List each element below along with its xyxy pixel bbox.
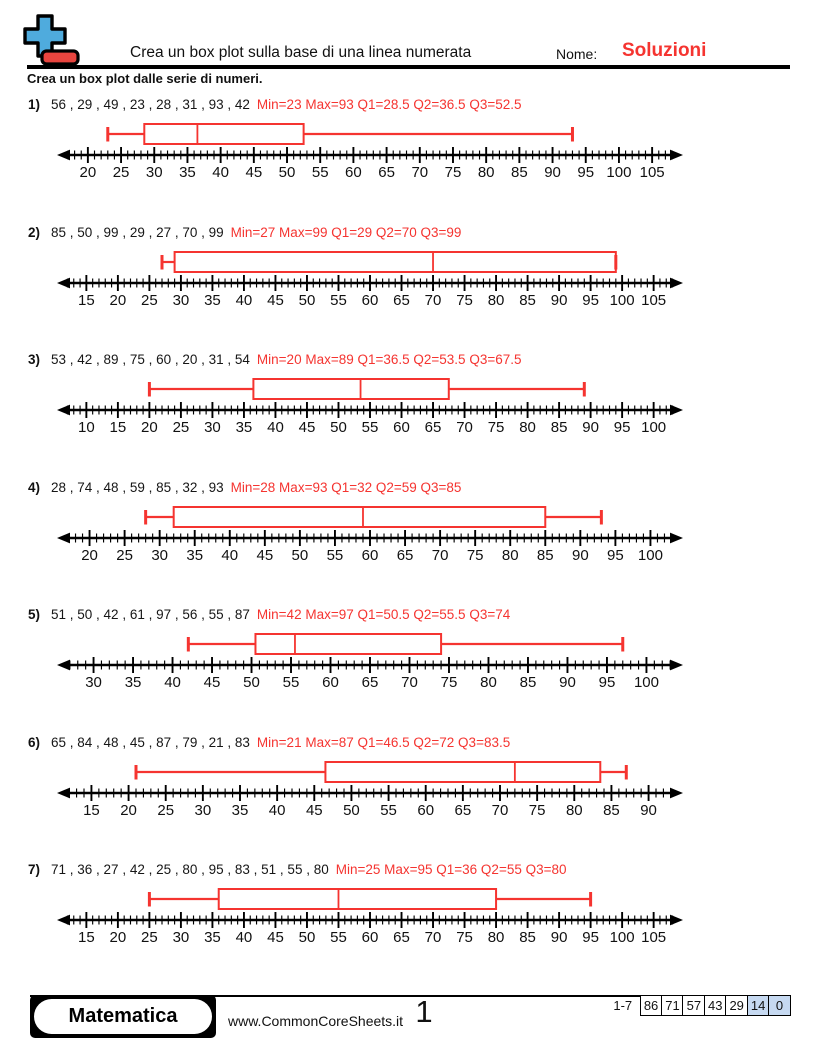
svg-text:35: 35 bbox=[235, 419, 253, 436]
svg-text:35: 35 bbox=[204, 929, 221, 946]
svg-text:95: 95 bbox=[613, 419, 631, 436]
right-arrow-icon bbox=[670, 405, 683, 416]
left-arrow-icon bbox=[57, 277, 70, 288]
svg-text:100: 100 bbox=[641, 419, 667, 436]
svg-text:50: 50 bbox=[330, 419, 347, 436]
commoncoresheets-logo-icon bbox=[22, 13, 82, 67]
right-arrow-icon bbox=[670, 660, 683, 671]
right-arrow-icon bbox=[670, 915, 683, 926]
svg-text:60: 60 bbox=[361, 546, 379, 564]
svg-text:30: 30 bbox=[204, 419, 221, 436]
number-series: 28 , 74 , 48 , 59 , 85 , 32 , 93 bbox=[51, 479, 224, 495]
axis-labels bbox=[78, 419, 666, 436]
number-line bbox=[57, 147, 683, 163]
svg-text:45: 45 bbox=[305, 801, 323, 819]
boxplot-numberline bbox=[30, 625, 730, 695]
box-plot bbox=[162, 252, 616, 272]
svg-text:25: 25 bbox=[112, 164, 130, 181]
svg-text:35: 35 bbox=[231, 801, 249, 819]
problem-row-2 bbox=[0, 224, 816, 351]
svg-text:80: 80 bbox=[480, 674, 497, 691]
svg-text:75: 75 bbox=[528, 801, 546, 819]
svg-text:55: 55 bbox=[330, 291, 347, 309]
svg-text:10: 10 bbox=[78, 419, 95, 436]
svg-text:40: 40 bbox=[268, 801, 286, 819]
instruction-text: Crea un box plot dalle serie di numeri. bbox=[27, 71, 263, 86]
problem-row-4 bbox=[0, 479, 816, 606]
problem-row-7 bbox=[0, 861, 816, 988]
svg-text:20: 20 bbox=[81, 546, 98, 564]
svg-text:60: 60 bbox=[393, 419, 410, 436]
score-cell: 43 bbox=[704, 995, 727, 1016]
svg-text:15: 15 bbox=[109, 419, 127, 436]
problem-row-3 bbox=[0, 351, 816, 478]
boxplot-numberline bbox=[30, 115, 730, 185]
problem-text bbox=[28, 479, 461, 496]
number-series: 56 , 29 , 49 , 23 , 28 , 31 , 93 , 42 bbox=[51, 97, 250, 112]
svg-text:35: 35 bbox=[179, 164, 196, 181]
svg-text:90: 90 bbox=[544, 164, 561, 181]
number-series: 51 , 50 , 42 , 61 , 97 , 56 , 55 , 87 bbox=[51, 607, 250, 622]
svg-text:85: 85 bbox=[519, 674, 537, 691]
svg-text:65: 65 bbox=[393, 291, 410, 309]
iqr-box bbox=[144, 124, 303, 144]
svg-text:75: 75 bbox=[466, 546, 484, 564]
box-plot bbox=[149, 889, 590, 909]
svg-text:90: 90 bbox=[550, 929, 568, 946]
iqr-box bbox=[253, 379, 448, 399]
svg-text:100: 100 bbox=[633, 674, 659, 691]
svg-text:40: 40 bbox=[221, 546, 239, 564]
problem-number: 3) bbox=[28, 352, 41, 367]
svg-text:85: 85 bbox=[536, 546, 554, 564]
number-line bbox=[57, 530, 683, 546]
svg-text:85: 85 bbox=[519, 291, 536, 309]
svg-text:70: 70 bbox=[401, 674, 418, 691]
svg-text:60: 60 bbox=[361, 291, 379, 309]
boxplot-numberline bbox=[30, 753, 730, 823]
svg-text:65: 65 bbox=[393, 929, 410, 946]
svg-text:75: 75 bbox=[487, 419, 505, 436]
solution-stats: Min=42 Max=97 Q1=50.5 Q2=55.5 Q3=74 bbox=[256, 607, 511, 622]
iqr-box bbox=[174, 507, 546, 527]
svg-text:85: 85 bbox=[550, 419, 568, 436]
svg-text:25: 25 bbox=[157, 801, 175, 819]
boxplot-numberline bbox=[30, 880, 730, 950]
svg-text:25: 25 bbox=[172, 419, 190, 436]
axis-labels bbox=[78, 292, 666, 309]
score-cell: 29 bbox=[725, 995, 748, 1016]
svg-text:100: 100 bbox=[609, 291, 635, 309]
problem-number: 2) bbox=[28, 224, 41, 240]
svg-text:50: 50 bbox=[298, 291, 316, 309]
problem-number: 4) bbox=[28, 479, 41, 495]
header-divider bbox=[27, 65, 790, 69]
score-table bbox=[613, 995, 791, 1016]
score-cell: 71 bbox=[661, 995, 684, 1016]
svg-text:80: 80 bbox=[487, 291, 505, 309]
score-cell: 57 bbox=[682, 995, 705, 1016]
svg-text:75: 75 bbox=[456, 929, 473, 946]
svg-text:45: 45 bbox=[256, 546, 274, 564]
svg-text:60: 60 bbox=[322, 674, 339, 691]
problem-text bbox=[28, 606, 510, 623]
svg-text:15: 15 bbox=[78, 291, 95, 309]
solution-stats: Min=25 Max=95 Q1=36 Q2=55 Q3=80 bbox=[335, 862, 567, 877]
svg-text:70: 70 bbox=[424, 929, 442, 946]
svg-text:80: 80 bbox=[519, 419, 536, 436]
svg-text:80: 80 bbox=[477, 164, 495, 181]
svg-text:90: 90 bbox=[571, 546, 589, 564]
axis-labels bbox=[81, 547, 663, 564]
number-line bbox=[57, 402, 683, 418]
number-line bbox=[57, 912, 683, 928]
problem-row-1 bbox=[0, 96, 816, 223]
svg-text:50: 50 bbox=[291, 546, 309, 564]
svg-text:85: 85 bbox=[603, 801, 620, 819]
brand-name: Matematica bbox=[34, 999, 212, 1034]
box-plot bbox=[188, 634, 622, 654]
score-range-label: 1-7 bbox=[613, 998, 633, 1013]
svg-text:70: 70 bbox=[411, 164, 429, 181]
svg-text:40: 40 bbox=[212, 164, 229, 181]
svg-text:100: 100 bbox=[609, 929, 635, 946]
problem-text bbox=[28, 351, 521, 368]
boxplot-numberline bbox=[30, 243, 730, 313]
box-plot bbox=[108, 124, 573, 144]
svg-text:65: 65 bbox=[396, 546, 414, 564]
number-series: 71 , 36 , 27 , 42 , 25 , 80 , 95 , 83 , 51 , 55 , 80 bbox=[51, 862, 329, 877]
problem-text bbox=[28, 224, 461, 241]
solution-stats: Min=28 Max=93 Q1=32 Q2=59 Q3=85 bbox=[230, 479, 462, 495]
svg-text:60: 60 bbox=[417, 801, 435, 819]
svg-text:30: 30 bbox=[194, 801, 212, 819]
axis-labels bbox=[78, 929, 666, 946]
problem-row-6 bbox=[0, 734, 816, 861]
right-arrow-icon bbox=[670, 277, 683, 288]
box-plot bbox=[149, 379, 584, 399]
score-cell: 86 bbox=[640, 995, 663, 1016]
svg-text:40: 40 bbox=[235, 291, 253, 309]
svg-text:55: 55 bbox=[282, 674, 300, 691]
svg-text:20: 20 bbox=[141, 419, 158, 436]
problem-number: 6) bbox=[28, 734, 41, 750]
number-line bbox=[57, 785, 683, 801]
problem-number: 5) bbox=[28, 607, 41, 622]
svg-text:45: 45 bbox=[245, 164, 263, 181]
svg-text:90: 90 bbox=[550, 291, 568, 309]
svg-text:50: 50 bbox=[298, 929, 316, 946]
axis-labels bbox=[80, 164, 665, 181]
iqr-box bbox=[175, 252, 616, 272]
problem-number: 1) bbox=[28, 97, 41, 112]
svg-text:45: 45 bbox=[203, 674, 221, 691]
svg-text:30: 30 bbox=[172, 929, 190, 946]
boxplot-numberline bbox=[30, 498, 730, 568]
svg-text:30: 30 bbox=[145, 164, 163, 181]
svg-text:105: 105 bbox=[641, 291, 667, 309]
svg-text:60: 60 bbox=[361, 929, 379, 946]
name-label: Nome: bbox=[556, 46, 598, 62]
problem-text bbox=[28, 861, 567, 878]
svg-text:15: 15 bbox=[83, 801, 100, 819]
svg-text:30: 30 bbox=[172, 291, 190, 309]
svg-text:50: 50 bbox=[343, 801, 360, 819]
solution-stats: Min=27 Max=99 Q1=29 Q2=70 Q3=99 bbox=[230, 224, 462, 240]
problem-text bbox=[28, 96, 521, 113]
number-line bbox=[57, 275, 683, 291]
svg-text:35: 35 bbox=[124, 674, 142, 691]
svg-text:20: 20 bbox=[109, 929, 127, 946]
number-series: 53 , 42 , 89 , 75 , 60 , 20 , 31 , 54 bbox=[51, 352, 250, 367]
svg-text:65: 65 bbox=[454, 801, 472, 819]
svg-text:70: 70 bbox=[491, 801, 509, 819]
left-arrow-icon bbox=[57, 405, 70, 416]
solution-stats: Min=23 Max=93 Q1=28.5 Q2=36.5 Q3=52.5 bbox=[256, 97, 522, 112]
svg-text:65: 65 bbox=[424, 419, 442, 436]
svg-text:95: 95 bbox=[577, 164, 595, 181]
svg-text:55: 55 bbox=[330, 929, 347, 946]
svg-text:45: 45 bbox=[298, 419, 316, 436]
svg-text:60: 60 bbox=[345, 164, 362, 181]
axis-labels bbox=[85, 674, 659, 691]
svg-text:45: 45 bbox=[267, 929, 284, 946]
solution-stats: Min=21 Max=87 Q1=46.5 Q2=72 Q3=83.5 bbox=[256, 734, 511, 750]
number-series: 85 , 50 , 99 , 29 , 27 , 70 , 99 bbox=[51, 224, 224, 240]
svg-text:70: 70 bbox=[431, 546, 449, 564]
svg-text:65: 65 bbox=[361, 674, 379, 691]
score-cell: 0 bbox=[768, 995, 791, 1016]
svg-text:30: 30 bbox=[85, 674, 102, 691]
iqr-box bbox=[255, 634, 441, 654]
svg-text:50: 50 bbox=[278, 164, 296, 181]
svg-text:25: 25 bbox=[141, 929, 158, 946]
problem-number: 7) bbox=[28, 862, 41, 877]
svg-text:100: 100 bbox=[637, 546, 663, 564]
svg-text:80: 80 bbox=[487, 929, 505, 946]
svg-text:20: 20 bbox=[109, 291, 127, 309]
svg-text:100: 100 bbox=[606, 164, 632, 181]
svg-text:90: 90 bbox=[582, 419, 599, 436]
svg-text:55: 55 bbox=[361, 419, 379, 436]
page-title: Crea un box plot sulla base di una linea numerata bbox=[130, 44, 472, 61]
svg-text:40: 40 bbox=[267, 419, 284, 436]
svg-text:35: 35 bbox=[204, 291, 221, 309]
svg-text:95: 95 bbox=[582, 929, 599, 946]
boxplot-numberline bbox=[30, 370, 730, 440]
svg-text:40: 40 bbox=[164, 674, 181, 691]
svg-text:65: 65 bbox=[378, 164, 395, 181]
svg-text:15: 15 bbox=[78, 929, 95, 946]
left-arrow-icon bbox=[57, 915, 70, 926]
svg-text:40: 40 bbox=[235, 929, 253, 946]
svg-text:55: 55 bbox=[326, 546, 344, 564]
axis-labels bbox=[83, 802, 657, 819]
svg-text:105: 105 bbox=[641, 929, 667, 946]
left-arrow-icon bbox=[57, 660, 70, 671]
problem-text bbox=[28, 734, 510, 751]
svg-text:95: 95 bbox=[607, 546, 624, 564]
solution-stats: Min=20 Max=89 Q1=36.5 Q2=53.5 Q3=67.5 bbox=[256, 352, 522, 367]
svg-text:70: 70 bbox=[424, 291, 442, 309]
svg-text:20: 20 bbox=[79, 164, 97, 181]
svg-text:30: 30 bbox=[151, 546, 169, 564]
svg-text:55: 55 bbox=[380, 801, 397, 819]
left-arrow-icon bbox=[57, 787, 70, 798]
right-arrow-icon bbox=[670, 787, 683, 798]
svg-text:95: 95 bbox=[582, 291, 599, 309]
svg-text:35: 35 bbox=[186, 546, 204, 564]
svg-text:85: 85 bbox=[519, 929, 536, 946]
svg-text:70: 70 bbox=[456, 419, 473, 436]
problem-row-5 bbox=[0, 606, 816, 733]
svg-text:20: 20 bbox=[120, 801, 137, 819]
page-number: 1 bbox=[415, 994, 433, 1029]
iqr-box bbox=[219, 889, 496, 909]
solutions-value: Soluzioni bbox=[622, 40, 707, 61]
svg-text:85: 85 bbox=[511, 164, 528, 181]
score-cell: 14 bbox=[747, 995, 770, 1016]
svg-text:80: 80 bbox=[501, 546, 519, 564]
svg-text:75: 75 bbox=[444, 164, 462, 181]
svg-text:25: 25 bbox=[116, 546, 133, 564]
minus-icon bbox=[42, 51, 78, 64]
svg-text:105: 105 bbox=[639, 164, 665, 181]
svg-text:75: 75 bbox=[440, 674, 458, 691]
svg-text:90: 90 bbox=[559, 674, 576, 691]
svg-text:90: 90 bbox=[640, 801, 657, 819]
box-plot bbox=[146, 507, 602, 527]
svg-text:25: 25 bbox=[141, 291, 158, 309]
number-series: 65 , 84 , 48 , 45 , 87 , 79 , 21 , 83 bbox=[51, 734, 250, 750]
box-plot bbox=[136, 762, 626, 782]
svg-text:50: 50 bbox=[243, 674, 260, 691]
brand-badge bbox=[30, 995, 216, 1038]
iqr-box bbox=[325, 762, 600, 782]
svg-text:80: 80 bbox=[565, 801, 583, 819]
svg-text:75: 75 bbox=[456, 291, 473, 309]
website-link: www.CommonCoreSheets.it bbox=[228, 1013, 404, 1029]
svg-text:95: 95 bbox=[598, 674, 616, 691]
svg-text:45: 45 bbox=[267, 291, 284, 309]
svg-text:55: 55 bbox=[311, 164, 329, 181]
number-line bbox=[57, 657, 683, 673]
